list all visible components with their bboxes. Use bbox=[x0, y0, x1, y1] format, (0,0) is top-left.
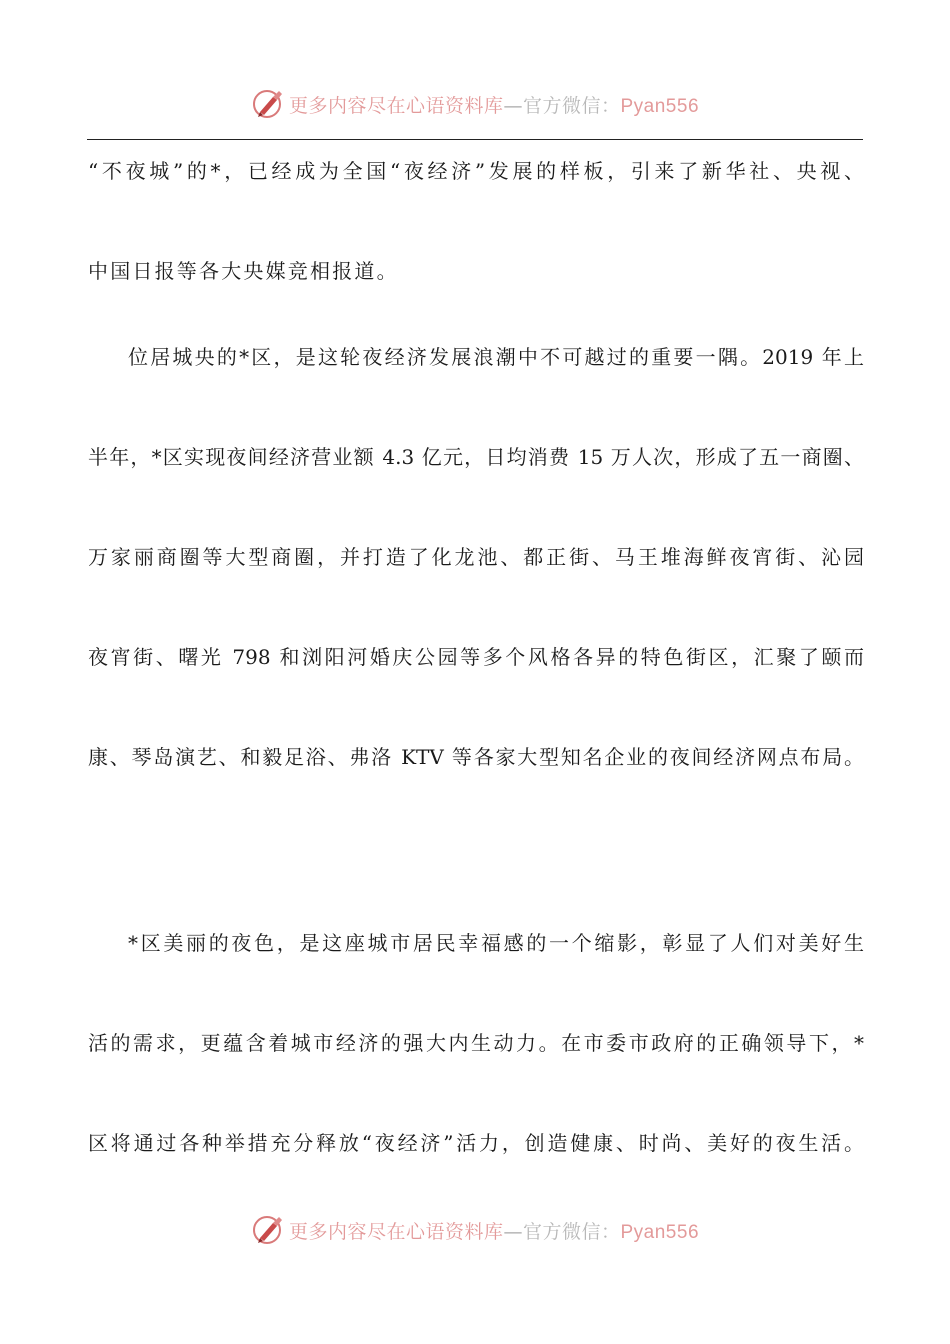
body-line-1: “不夜城”的*，已经成为全国“夜经济”发展的样板，引来了新华社、央视、 bbox=[88, 159, 864, 183]
footer-wechat-id: Pyan556 bbox=[620, 1221, 700, 1243]
header-divider bbox=[87, 139, 863, 140]
body-line-5: 万家丽商圈等大型商圈，并打造了化龙池、都正街、马王堆海鲜夜宵街、沁园 bbox=[88, 545, 864, 569]
body-line-3: 位居城央的*区，是这轮夜经济发展浪潮中不可越过的重要一隅。2019 年上 bbox=[128, 345, 864, 369]
body-line-8: *区美丽的夜色，是这座城市居民幸福感的一个缩影，彰显了人们对美好生 bbox=[128, 931, 864, 955]
header-brand: 更多内容尽在心语资料库 bbox=[288, 94, 504, 117]
pen-logo-icon bbox=[251, 1213, 285, 1247]
footer-wechat-label: 官方微信： bbox=[522, 1220, 621, 1243]
body-line-6: 夜宵街、曙光 798 和浏阳河婚庆公园等多个风格各异的特色街区，汇聚了颐而 bbox=[88, 645, 864, 669]
body-line-4: 半年，*区实现夜间经济营业额 4.3 亿元，日均消费 15 万人次，形成了五一商圈、 bbox=[88, 445, 864, 469]
footer-dash: — bbox=[503, 1220, 523, 1243]
header-wechat-label: 官方微信： bbox=[522, 94, 621, 117]
body-line-2: 中国日报等各大央媒竞相报道。 bbox=[88, 259, 399, 283]
header-banner-text bbox=[289, 91, 699, 118]
header-wechat-id: Pyan556 bbox=[620, 95, 700, 117]
body-line-10: 区将通过各种举措充分释放“夜经济”活力，创造健康、时尚、美好的夜生活。 bbox=[88, 1131, 864, 1155]
footer-banner-text bbox=[289, 1217, 699, 1244]
footer-banner bbox=[0, 1208, 950, 1252]
header-banner bbox=[0, 82, 950, 126]
header-dash: — bbox=[503, 94, 523, 117]
body-line-7: 康、琴岛演艺、和毅足浴、弗洛 KTV 等各家大型知名企业的夜间经济网点布局。 bbox=[88, 745, 864, 769]
pen-logo-icon bbox=[251, 87, 285, 121]
body-line-9: 活的需求，更蕴含着城市经济的强大内生动力。在市委市政府的正确领导下，* bbox=[88, 1031, 864, 1055]
footer-brand: 更多内容尽在心语资料库 bbox=[288, 1220, 504, 1243]
